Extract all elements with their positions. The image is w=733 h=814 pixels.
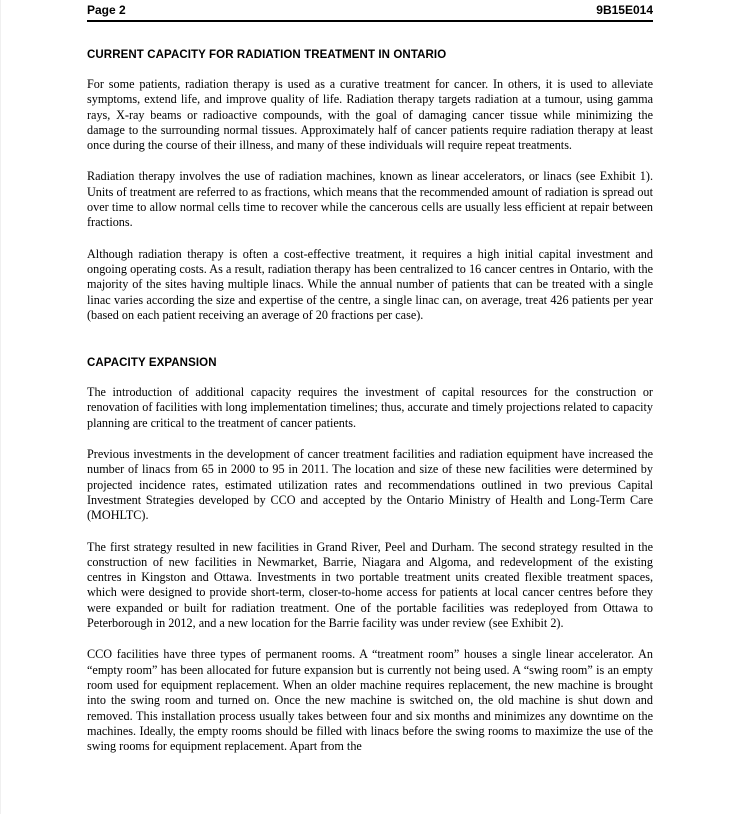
paragraph-strategies: The first strategy resulted in new facilities in Grand River, Peel and Durham. The second strategy resulted in the construction of new facilities in Newmarket, Barrie, Niagara and Algoma, and redevelopment of the existing centres in Kingston and Ottawa. Investments in two portable treatment units created flexible treatment spaces, which were designed to provide short-term, closer-to-home access for patients at local cancer centres before they were expanded or built for radiation treatment. One of the portable facilities was redeployed from Ottawa to Peterborough in 2012, and a new location for the Barrie facility was under review (see Exhibit 2). — [87, 539, 653, 631]
page-header — [87, 0, 653, 22]
page-number: Page 2 — [87, 3, 126, 17]
document-page — [87, 0, 653, 754]
page-edge-line — [0, 0, 1, 814]
section-heading-current-capacity: CURRENT CAPACITY FOR RADIATION TREATMENT IN ONTARIO — [87, 49, 447, 61]
paragraph-room-types: CCO facilities have three types of permanent rooms. A “treatment room” houses a single linear accelerator. An “empty room” has been allocated for future expansion but is currently not being used. A “swing room” is an empty room used for equipment replacement. When an older machine requires replacement, the new machine is brought into the swing room and turned on. Once the new machine is switched on, the old machine is shut down and removed. This installation process usually takes between four and six months and minimizes any downtime on the machines. Ideally, the empty rooms should be filled with linacs before the swing rooms to maximize the use of the swing rooms for equipment replacement. Apart from the — [87, 647, 653, 754]
paragraph-previous-investments: Previous investments in the development of cancer treatment facilities and radiation equipment have increased the number of linacs from 65 in 2000 to 95 in 2011. The location and size of these new facilities were determined by projected incidence rates, estimated utilization rates and recommendations outlined in two previous Capital Investment Strategies developed by CCO and accepted by the Ontario Ministry of Health and Long-Term Care (MOHLTC). — [87, 447, 653, 523]
paragraph-cost-and-centralization: Although radiation therapy is often a cost-effective treatment, it requires a high initial capital investment and ongoing operating costs. As a result, radiation therapy has been centralized to 16 cancer centres in Ontario, with the majority of the sites having multiple linacs. While the annual number of patients that can be treated with a single linac varies according the size and expertise of the centre, a single linac can, on average, treat 426 patients per year (based on each patient receiving an average of 20 fractions per case). — [87, 246, 653, 322]
paragraph-radiation-therapy-overview: For some patients, radiation therapy is used as a curative treatment for cancer. In others, it is used to alleviate symptoms, extend life, and improve quality of life. Radiation therapy targets radiation at a tumour, using gamma rays, X-ray beams or radioactive compounds, with the goal of damaging cancer tissue while minimizing the damage to the surrounding normal tissues. Approximately half of cancer patients require radiation therapy at least once during the course of their illness, and many of these individuals will require repeat treatments. — [87, 77, 653, 153]
section-heading-capacity-expansion: CAPACITY EXPANSION — [87, 357, 217, 370]
paragraph-capacity-planning: The introduction of additional capacity requires the investment of capital resources for the construction or renovation of facilities with long implementation timelines; thus, accurate and timely projections related to capacity planning are critical to the treatment of cancer patients. — [87, 385, 653, 430]
paragraph-linear-accelerators: Radiation therapy involves the use of radiation machines, known as linear accelerators, or linacs (see Exhibit 1). Units of treatment are referred to as fractions, which means that the recommended amount of radiation is spread out over time to allow normal cells time to recover while the cancerous cells are usually less efficient at repair between fractions. — [87, 169, 653, 230]
document-code: 9B15E014 — [596, 3, 653, 17]
